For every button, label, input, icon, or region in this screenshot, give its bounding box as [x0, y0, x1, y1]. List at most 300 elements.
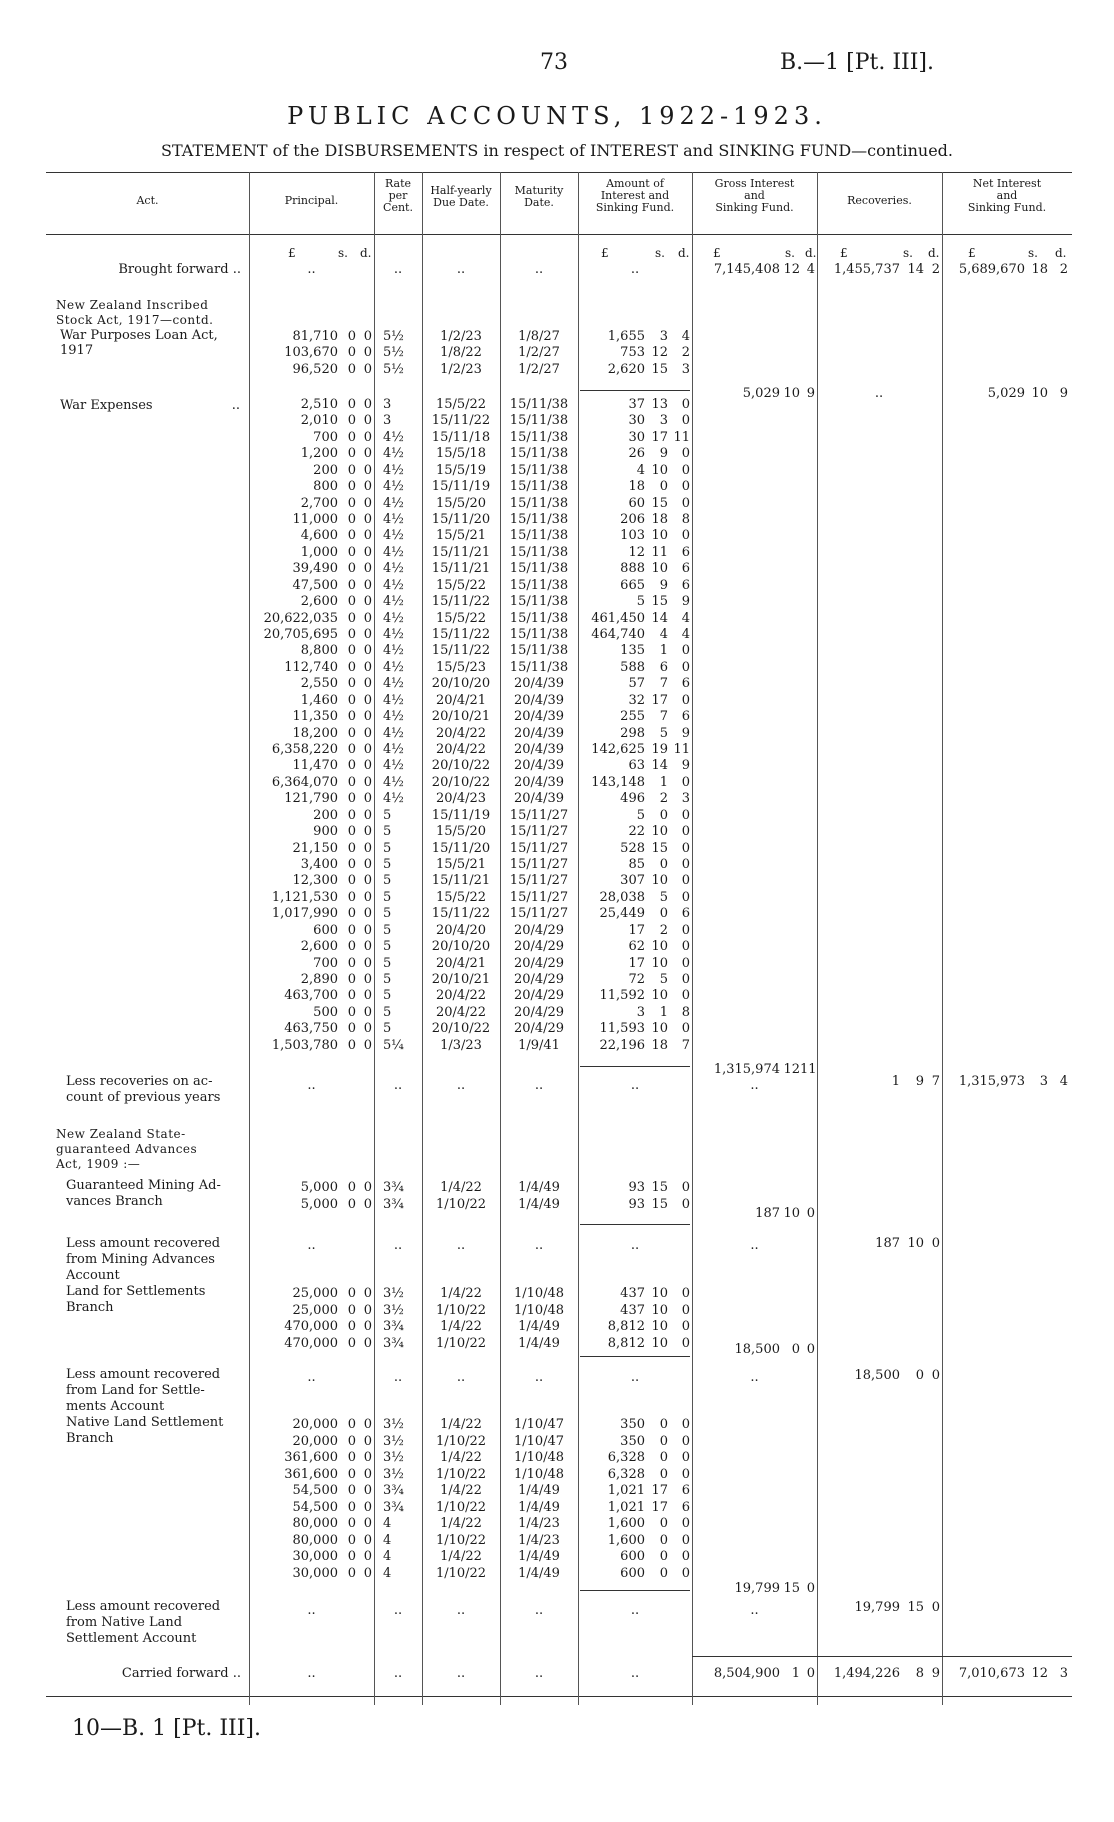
principal-pence: 0 — [363, 594, 372, 610]
mining-less-label: Less amount recovered — [66, 1236, 221, 1251]
maturity-date: 20/4/29 — [513, 922, 565, 938]
amount-pounds: 1,600 — [607, 1532, 645, 1548]
amount-shillings: 6 — [659, 659, 668, 675]
maturity-date: 15/11/38 — [509, 643, 569, 659]
native-less-label: from Native Land — [66, 1615, 183, 1630]
rate-cell: 4½ — [383, 594, 404, 610]
principal-pounds: 2,700 — [300, 495, 338, 511]
rate-cell: 3 — [383, 397, 392, 412]
carried-forward-net-shillings: 12 — [1031, 1666, 1048, 1681]
mining-gross-shillings: 10 — [783, 1206, 800, 1221]
amount-pence: 9 — [681, 758, 690, 774]
principal-pounds: 1,000 — [300, 544, 338, 560]
amount-shillings: 7 — [659, 709, 668, 725]
net-column-header — [942, 178, 1072, 214]
amount-pence: 0 — [681, 1433, 690, 1449]
amount-pounds: 5 — [636, 807, 645, 823]
principal-pence: 0 — [363, 939, 372, 955]
amount-shillings: 14 — [651, 758, 668, 774]
maturity-date: 15/11/27 — [509, 906, 569, 922]
halfyearly-date: 15/11/21 — [431, 544, 491, 560]
amount-pence: 0 — [681, 643, 690, 659]
empty-dots: .. — [393, 1370, 403, 1385]
rate-cell: 4½ — [383, 512, 404, 527]
amount-shillings: 13 — [651, 397, 668, 412]
halfyearly-date: 15/11/22 — [431, 643, 491, 659]
brought-forward-recoveries-shillings: 14 — [907, 262, 924, 277]
pence-sign: d. — [678, 246, 690, 260]
principal-pounds: 470,000 — [284, 1335, 338, 1351]
maturity-date: 20/4/29 — [513, 939, 565, 955]
halfyearly-date: 1/3/23 — [440, 1037, 482, 1053]
maturity-date: 15/11/38 — [509, 610, 569, 626]
amount-shillings: 19 — [651, 742, 668, 758]
rate-cell: 4½ — [383, 659, 404, 675]
empty-dots: .. — [630, 1370, 640, 1385]
principal-pounds: 200 — [313, 807, 338, 823]
empty-dots: .. — [456, 262, 466, 277]
principal-pence: 0 — [363, 1196, 372, 1212]
carried-forward-net-pence: 3 — [1059, 1666, 1068, 1681]
maturity-date: 1/10/47 — [513, 1417, 565, 1432]
subtotal-rule — [580, 1356, 690, 1357]
document-reference: B.—1 [Pt. III]. — [780, 50, 935, 75]
maturity-date: 15/11/38 — [509, 446, 569, 462]
brought-forward-gross-pounds: 7,145,408 — [713, 262, 780, 277]
rate-cell: 4½ — [383, 610, 404, 626]
maturity-date: 20/4/29 — [513, 1004, 565, 1020]
halfyearly-date: 1/4/22 — [440, 1516, 482, 1531]
halfyearly-date: 15/5/21 — [435, 857, 487, 873]
principal-pounds: 20,705,695 — [263, 627, 338, 643]
empty-dots: .. — [534, 262, 544, 277]
halfyearly-date: 1/10/22 — [435, 1499, 487, 1515]
maturity-date: 1/4/49 — [518, 1196, 560, 1212]
amount-pence: 6 — [681, 1499, 690, 1515]
brought-forward-net-pounds: 5,689,670 — [958, 262, 1025, 277]
maturity-date: 15/11/38 — [509, 462, 569, 478]
principal-shillings: 0 — [347, 1499, 356, 1515]
amount-shillings: 17 — [651, 1499, 668, 1515]
amount-shillings: 10 — [651, 873, 668, 889]
net-column-header-line: Sinking Fund. — [967, 201, 1047, 214]
principal-pounds: 54,500 — [292, 1499, 338, 1515]
land-recoveries-pounds: 18,500 — [854, 1368, 900, 1383]
amount-pounds: 4 — [636, 462, 645, 478]
rate-cell: 3¾ — [383, 1335, 404, 1351]
rate-cell: 3 — [383, 413, 392, 429]
amount-shillings: 7 — [659, 676, 668, 692]
halfyearly-date: 20/10/21 — [431, 972, 491, 988]
halfyearly-date: 20/4/22 — [435, 725, 487, 741]
mining-recoveries-shillings: 10 — [907, 1236, 924, 1251]
rate-cell: 4 — [383, 1549, 392, 1564]
native-label: Branch — [66, 1431, 114, 1446]
carried-forward-gross-shillings: 1 — [791, 1666, 800, 1681]
amount-pounds: 8,812 — [607, 1335, 645, 1351]
maturity-date: 15/11/38 — [509, 429, 569, 445]
maturity-date: 15/11/38 — [509, 561, 569, 577]
war-purposes-net-shillings: 10 — [1031, 386, 1048, 401]
halfyearly-date: 1/4/22 — [440, 1319, 482, 1334]
rate-cell: 3¾ — [383, 1499, 404, 1515]
rate-cell: 5 — [383, 824, 392, 840]
halfyearly-date: 1/10/22 — [435, 1302, 487, 1318]
principal-shillings: 0 — [347, 1532, 356, 1548]
rate-cell: 5 — [383, 1021, 392, 1037]
principal-shillings: 0 — [347, 659, 356, 675]
net-column-header-line: Net Interest — [972, 177, 1042, 190]
amount-pence: 6 — [681, 1483, 690, 1498]
principal-pounds: 20,000 — [292, 1417, 338, 1432]
amount-pence: 11 — [673, 429, 690, 445]
amount-shillings: 14 — [651, 610, 668, 626]
amount-shillings: 0 — [659, 1466, 668, 1482]
amount-pence: 0 — [681, 1549, 690, 1564]
principal-pence: 0 — [363, 1549, 372, 1564]
rate-cell: 4½ — [383, 544, 404, 560]
principal-pence: 0 — [363, 873, 372, 889]
amount-shillings: 15 — [651, 594, 668, 610]
principal-pounds: 18,200 — [292, 725, 338, 741]
war-purposes-label: 1917 — [60, 343, 94, 358]
principal-pounds: 96,520 — [292, 361, 338, 377]
amount-pounds: 62 — [628, 939, 645, 955]
principal-shillings: 0 — [347, 329, 356, 344]
principal-pounds: 5,000 — [300, 1180, 338, 1195]
principal-pounds: 2,600 — [300, 594, 338, 610]
principal-pounds: 11,000 — [292, 512, 338, 527]
amount-shillings: 0 — [659, 906, 668, 922]
principal-pence: 0 — [363, 1004, 372, 1020]
amount-pence: 6 — [681, 561, 690, 577]
section-heading: Stock Act, 1917—contd. — [56, 313, 214, 327]
amount-pounds: 17 — [628, 955, 645, 971]
subtotal-rule — [580, 1066, 690, 1067]
principal-column-header — [249, 195, 374, 207]
principal-pence: 0 — [363, 479, 372, 495]
principal-pounds: 3,400 — [300, 857, 338, 873]
rate-cell: 4 — [383, 1532, 392, 1548]
principal-pence: 0 — [363, 495, 372, 511]
principal-pence: 0 — [363, 1037, 372, 1053]
principal-shillings: 0 — [347, 413, 356, 429]
maturity-date: 15/11/27 — [509, 873, 569, 889]
principal-shillings: 0 — [347, 774, 356, 790]
empty-dots: .. — [307, 1603, 316, 1618]
amount-pence: 6 — [681, 577, 690, 593]
pound-sign: £ — [968, 246, 976, 260]
rate-cell: 4½ — [383, 446, 404, 462]
amount-pence: 0 — [681, 1516, 690, 1531]
amount-shillings: 3 — [659, 329, 668, 344]
principal-shillings: 0 — [347, 857, 356, 873]
land-gross-pence: 0 — [806, 1342, 815, 1357]
amount-pence: 0 — [681, 922, 690, 938]
principal-shillings: 0 — [347, 627, 356, 643]
principal-shillings: 0 — [347, 972, 356, 988]
halfyearly-date: 15/11/19 — [431, 479, 491, 495]
principal-pence: 0 — [363, 972, 372, 988]
principal-shillings: 0 — [347, 1466, 356, 1482]
principal-pence: 0 — [363, 791, 372, 807]
principal-pence: 0 — [363, 676, 372, 692]
amount-pounds: 22 — [628, 824, 645, 840]
amount-pence: 0 — [681, 988, 690, 1004]
total-rule — [692, 1656, 1072, 1657]
carried-forward-net-pounds: 7,010,673 — [958, 1666, 1025, 1681]
amount-pence: 0 — [681, 659, 690, 675]
principal-pounds: 80,000 — [292, 1532, 338, 1548]
principal-pence: 0 — [363, 824, 372, 840]
war-purposes-gross-shillings: 10 — [783, 386, 800, 401]
halfyearly-date: 15/5/22 — [435, 577, 487, 593]
empty-dots: .. — [630, 1666, 640, 1681]
principal-pence: 0 — [363, 709, 372, 725]
war-expenses-label: War Expenses — [60, 398, 153, 413]
page-title: PUBLIC ACCOUNTS, 1922-1923. — [287, 102, 827, 130]
amount-pence: 0 — [681, 479, 690, 495]
principal-shillings: 0 — [347, 577, 356, 593]
halfyearly-date: 15/11/20 — [431, 840, 491, 856]
amount-shillings: 0 — [659, 1433, 668, 1449]
principal-shillings: 0 — [347, 361, 356, 377]
principal-pounds: 5,000 — [300, 1196, 338, 1212]
amount-pounds: 1,655 — [607, 329, 645, 344]
rate-cell: 5½ — [383, 361, 404, 377]
amount-pence: 0 — [681, 446, 690, 462]
halfyearly-date: 15/11/22 — [431, 906, 491, 922]
maturity-date: 20/4/39 — [513, 791, 565, 807]
principal-shillings: 0 — [347, 906, 356, 922]
amount-shillings: 9 — [659, 577, 668, 593]
halfyearly-date: 1/4/22 — [440, 1417, 482, 1432]
principal-shillings: 0 — [347, 1196, 356, 1212]
principal-shillings: 0 — [347, 345, 356, 361]
amount-shillings: 18 — [651, 512, 668, 527]
principal-shillings: 0 — [347, 495, 356, 511]
amount-pounds: 528 — [620, 840, 645, 856]
amount-pounds: 72 — [628, 972, 645, 988]
amount-pounds: 32 — [628, 692, 645, 708]
principal-pence: 0 — [363, 610, 372, 626]
halfyearly-date: 20/10/22 — [431, 1021, 491, 1037]
principal-shillings: 0 — [347, 1302, 356, 1318]
brought-forward-recoveries-pence: 2 — [931, 262, 940, 277]
rate-cell: 4½ — [383, 643, 404, 659]
principal-shillings: 0 — [347, 725, 356, 741]
carried-forward-recoveries-pounds: 1,494,226 — [833, 1666, 900, 1681]
amount-shillings: 0 — [659, 1417, 668, 1432]
war-purposes-gross-pounds: 5,029 — [742, 386, 780, 401]
rate-cell: 4½ — [383, 758, 404, 774]
principal-pounds: 470,000 — [284, 1319, 338, 1334]
pound-sign: £ — [601, 246, 609, 260]
rate-cell: 5 — [383, 873, 392, 889]
empty-dots: .. — [534, 1078, 544, 1093]
principal-shillings: 0 — [347, 922, 356, 938]
halfyearly-date: 15/11/22 — [431, 594, 491, 610]
maturity-date: 1/8/27 — [518, 329, 560, 344]
principal-pence: 0 — [363, 1319, 372, 1334]
column-rule — [692, 172, 693, 1705]
empty-dots: .. — [534, 1603, 544, 1618]
rate-cell: 5¼ — [383, 1037, 404, 1053]
amount-shillings: 3 — [659, 413, 668, 429]
amount-pounds: 30 — [628, 413, 645, 429]
amount-pounds: 142,625 — [591, 742, 645, 758]
rate-cell: 4½ — [383, 742, 404, 758]
amount-shillings: 0 — [659, 1549, 668, 1564]
halfyearly-date: 20/4/22 — [435, 1004, 487, 1020]
empty-dots: .. — [456, 1078, 466, 1093]
amount-pence: 4 — [681, 610, 690, 626]
halfyearly-date: 1/10/22 — [435, 1466, 487, 1482]
amount-shillings: 10 — [651, 1319, 668, 1334]
mining-less-label: Account — [66, 1268, 120, 1283]
amount-pounds: 600 — [620, 1549, 645, 1564]
principal-pence: 0 — [363, 1483, 372, 1498]
amount-pounds: 6,328 — [607, 1450, 645, 1465]
maturity-column-header — [500, 185, 578, 209]
principal-shillings: 0 — [347, 429, 356, 445]
rate-cell: 5 — [383, 922, 392, 938]
amount-pounds: 350 — [620, 1433, 645, 1449]
empty-dots: .. — [307, 1238, 316, 1253]
shillings-sign: s. — [338, 246, 348, 260]
principal-pounds: 500 — [313, 1004, 338, 1020]
principal-pence: 0 — [363, 955, 372, 971]
amount-shillings: 10 — [651, 955, 668, 971]
halfyearly-date: 20/10/21 — [431, 709, 491, 725]
amount-pence: 7 — [681, 1037, 690, 1053]
page-number: 73 — [540, 50, 568, 75]
principal-pounds: 12,300 — [292, 873, 338, 889]
recoveries-column-header — [817, 195, 942, 207]
maturity-date: 20/4/39 — [513, 742, 565, 758]
principal-shillings: 0 — [347, 758, 356, 774]
empty-dots: .. — [393, 262, 403, 277]
principal-pounds: 80,000 — [292, 1516, 338, 1531]
amount-pounds: 103 — [620, 528, 645, 544]
amount-pounds: 461,450 — [591, 610, 645, 626]
maturity-date: 20/4/39 — [513, 692, 565, 708]
principal-pounds: 2,600 — [300, 939, 338, 955]
land-less-label: from Land for Settle- — [66, 1383, 205, 1398]
rate-cell: 5 — [383, 889, 392, 905]
principal-pence: 0 — [363, 1450, 372, 1465]
shillings-sign: s. — [1028, 246, 1038, 260]
brought-forward-gross-pence: 4 — [806, 262, 815, 277]
pence-sign: d. — [1055, 246, 1067, 260]
principal-pounds: 39,490 — [292, 561, 338, 577]
amount-pence: 0 — [681, 807, 690, 823]
maturity-date: 1/9/41 — [518, 1037, 560, 1053]
halfyearly-date: 1/4/22 — [440, 1450, 482, 1465]
principal-pounds: 25,000 — [292, 1302, 338, 1318]
subtotal-rule — [580, 1590, 690, 1591]
empty-dots: .. — [630, 1238, 640, 1253]
rate-cell: 3½ — [383, 1417, 404, 1432]
war-expenses-gross-shillings: 12 — [783, 1062, 800, 1078]
principal-pounds: 112,740 — [284, 659, 338, 675]
halfyearly-date: 15/5/22 — [435, 610, 487, 626]
empty-dots: .. — [456, 1238, 466, 1253]
principal-shillings: 0 — [347, 528, 356, 544]
rate-cell: 5 — [383, 857, 392, 873]
principal-pounds: 700 — [313, 955, 338, 971]
principal-pounds: 1,460 — [300, 692, 338, 708]
amount-pounds: 17 — [628, 922, 645, 938]
maturity-date: 15/11/38 — [509, 659, 569, 675]
mining-label: vances Branch — [66, 1194, 163, 1209]
native-less-label: Less amount recovered — [66, 1599, 221, 1614]
rate-cell: 3½ — [383, 1433, 404, 1449]
empty-dots: .. — [393, 1238, 403, 1253]
amount-shillings: 10 — [651, 939, 668, 955]
principal-pounds: 21,150 — [292, 840, 338, 856]
empty-dots: .. — [307, 1370, 316, 1385]
halfyearly-column-header-line: Half-yearly — [430, 184, 492, 197]
section-heading: guaranteed Advances — [56, 1142, 198, 1156]
rate-cell: 5 — [383, 955, 392, 971]
amount-pence: 3 — [681, 361, 690, 377]
amount-shillings: 10 — [651, 1021, 668, 1037]
principal-pence: 0 — [363, 1180, 372, 1195]
amount-column-header-line: Sinking Fund. — [595, 201, 675, 214]
act-column-header-line: Act. — [136, 194, 159, 207]
rate-cell: 4 — [383, 1565, 392, 1581]
maturity-date: 1/4/23 — [518, 1516, 560, 1531]
war-purposes-recoveries: .. — [874, 386, 884, 401]
halfyearly-date: 1/10/22 — [435, 1196, 487, 1212]
maturity-date: 15/11/27 — [509, 824, 569, 840]
rate-cell: 5½ — [383, 329, 404, 344]
land-gross-shillings: 0 — [791, 1342, 800, 1357]
principal-shillings: 0 — [347, 1549, 356, 1564]
rate-cell: 4½ — [383, 709, 404, 725]
principal-shillings: 0 — [347, 791, 356, 807]
principal-pence: 0 — [363, 692, 372, 708]
maturity-date: 1/4/23 — [518, 1532, 560, 1548]
rate-cell: 4½ — [383, 774, 404, 790]
maturity-date: 1/10/48 — [513, 1466, 565, 1482]
amount-pounds: 11,592 — [599, 988, 645, 1004]
amount-shillings: 2 — [659, 791, 668, 807]
principal-shillings: 0 — [347, 643, 356, 659]
page-subtitle: STATEMENT of the DISBURSEMENTS in respect of INTEREST and SINKING FUND—continued. — [161, 141, 953, 160]
gross-column-header-line: Gross Interest — [714, 177, 795, 190]
rate-cell: 5 — [383, 1004, 392, 1020]
principal-pounds: 30,000 — [292, 1549, 338, 1564]
principal-pounds: 47,500 — [292, 577, 338, 593]
amount-pounds: 11,593 — [599, 1021, 645, 1037]
amount-pounds: 12 — [628, 544, 645, 560]
section-heading: New Zealand State- — [56, 1127, 186, 1141]
rate-cell: 4½ — [383, 479, 404, 495]
native-less-label: Settlement Account — [66, 1631, 197, 1646]
shillings-sign: s. — [655, 246, 665, 260]
maturity-date: 15/11/38 — [509, 413, 569, 429]
principal-shillings: 0 — [347, 676, 356, 692]
principal-pence: 0 — [363, 1499, 372, 1515]
rate-column-header — [374, 178, 422, 214]
amount-pence: 8 — [681, 512, 690, 527]
halfyearly-date: 1/2/23 — [440, 361, 482, 377]
carried-forward-label: Carried forward .. — [121, 1666, 241, 1681]
halfyearly-date: 1/10/22 — [435, 1532, 487, 1548]
leader-dots: .. — [231, 398, 240, 413]
